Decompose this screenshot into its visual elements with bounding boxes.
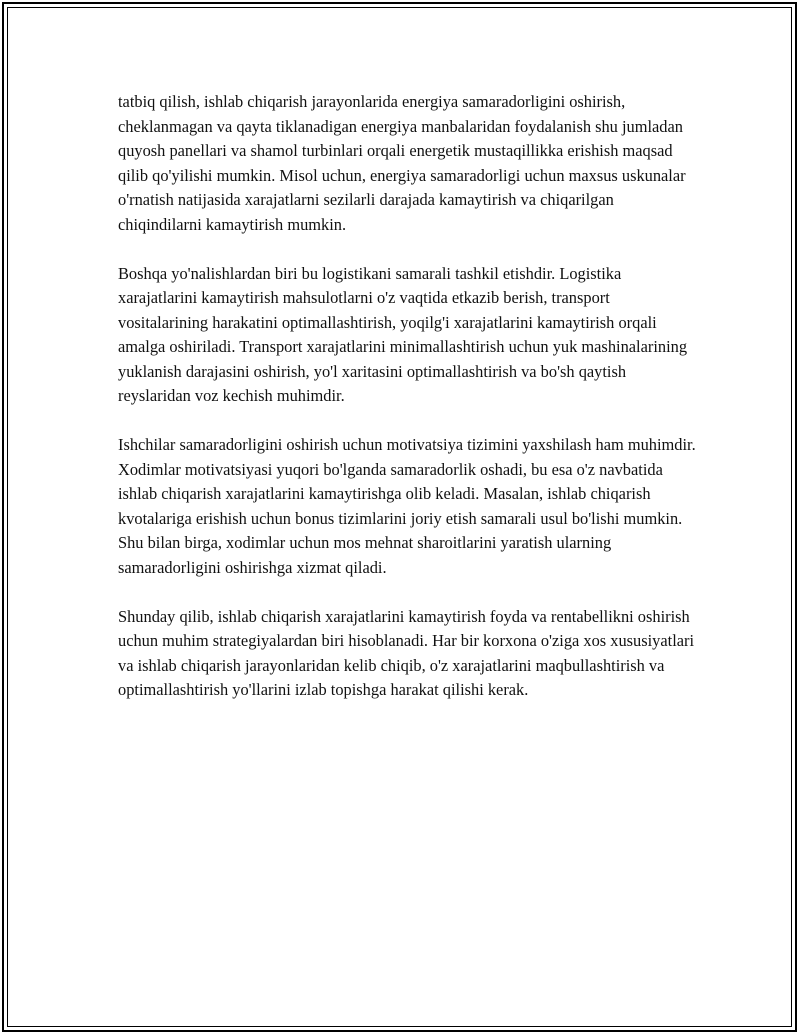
document-body bbox=[118, 90, 698, 727]
paragraph-logistics: Boshqa yo'nalishlardan biri bu logistikani samarali tashkil etishdir. Logistika xarajatlarini kamaytirish mahsulotlarni o'z vaqtida etkazib berish, transport vositalarining harakatini optimallashtirish, yoqilg'i xarajatlarini kamaytirish orqali amalga oshiriladi. Transport xarajatlarini minimallashtirish uchun yuk mashinalarining yuklanish darajasini oshirish, yo'l xaritasini optimallashtirish va bo'sh qaytish reyslaridan voz kechish muhimdir. bbox=[118, 263, 688, 405]
paragraph-worker-motivation: Ishchilar samaradorligini oshirish uchun motivatsiya tizimini yaxshilash ham muhimdir. Xodimlar motivatsiyasi yuqori bo'lganda samaradorlik oshadi, bu esa o'z navbatida ishlab chiqarish xarajatlarini kamaytirishga olib keladi. Masalan, ishlab chiqarish kvotalariga erishish uchun bonus tizimlarini joriy etish samarali usul bo'lishi mumkin. Shu bilan birga, xodimlar uchun mos mehnat sharoitlarini yaratish ularning samaradorligini oshirishga xizmat qiladi. bbox=[118, 435, 696, 577]
paragraph-energy-efficiency: tatbiq qilish, ishlab chiqarish jarayonlarida energiya samaradorligini oshirish, cheklanmagan va qayta tiklanadigan energiya manbalaridan foydalanish shu jumladan quyosh panellari va shamol turbinlari orqali energetik mustaqillikka erishish maqsad qilib qo'yilishi mumkin. Misol uchun, energiya samaradorligi uchun maxsus uskunalar o'rnatish natijasida xarajatlarni sezilarli darajada kamaytirish va chiqarilgan chiqindilarni kamaytirish mumkin. bbox=[118, 92, 686, 234]
paragraph-conclusion: Shunday qilib, ishlab chiqarish xarajatlarini kamaytirish foyda va rentabellikni oshirish uchun muhim strategiyalardan biri hisoblanadi. Har bir korxona o'ziga xos xususiyatlari va ishlab chiqarish jarayonlaridan kelib chiqib, o'z xarajatlarini maqbullashtirish va optimallashtirish yo'llarini izlab topishga harakat qilishi kerak. bbox=[118, 606, 695, 699]
